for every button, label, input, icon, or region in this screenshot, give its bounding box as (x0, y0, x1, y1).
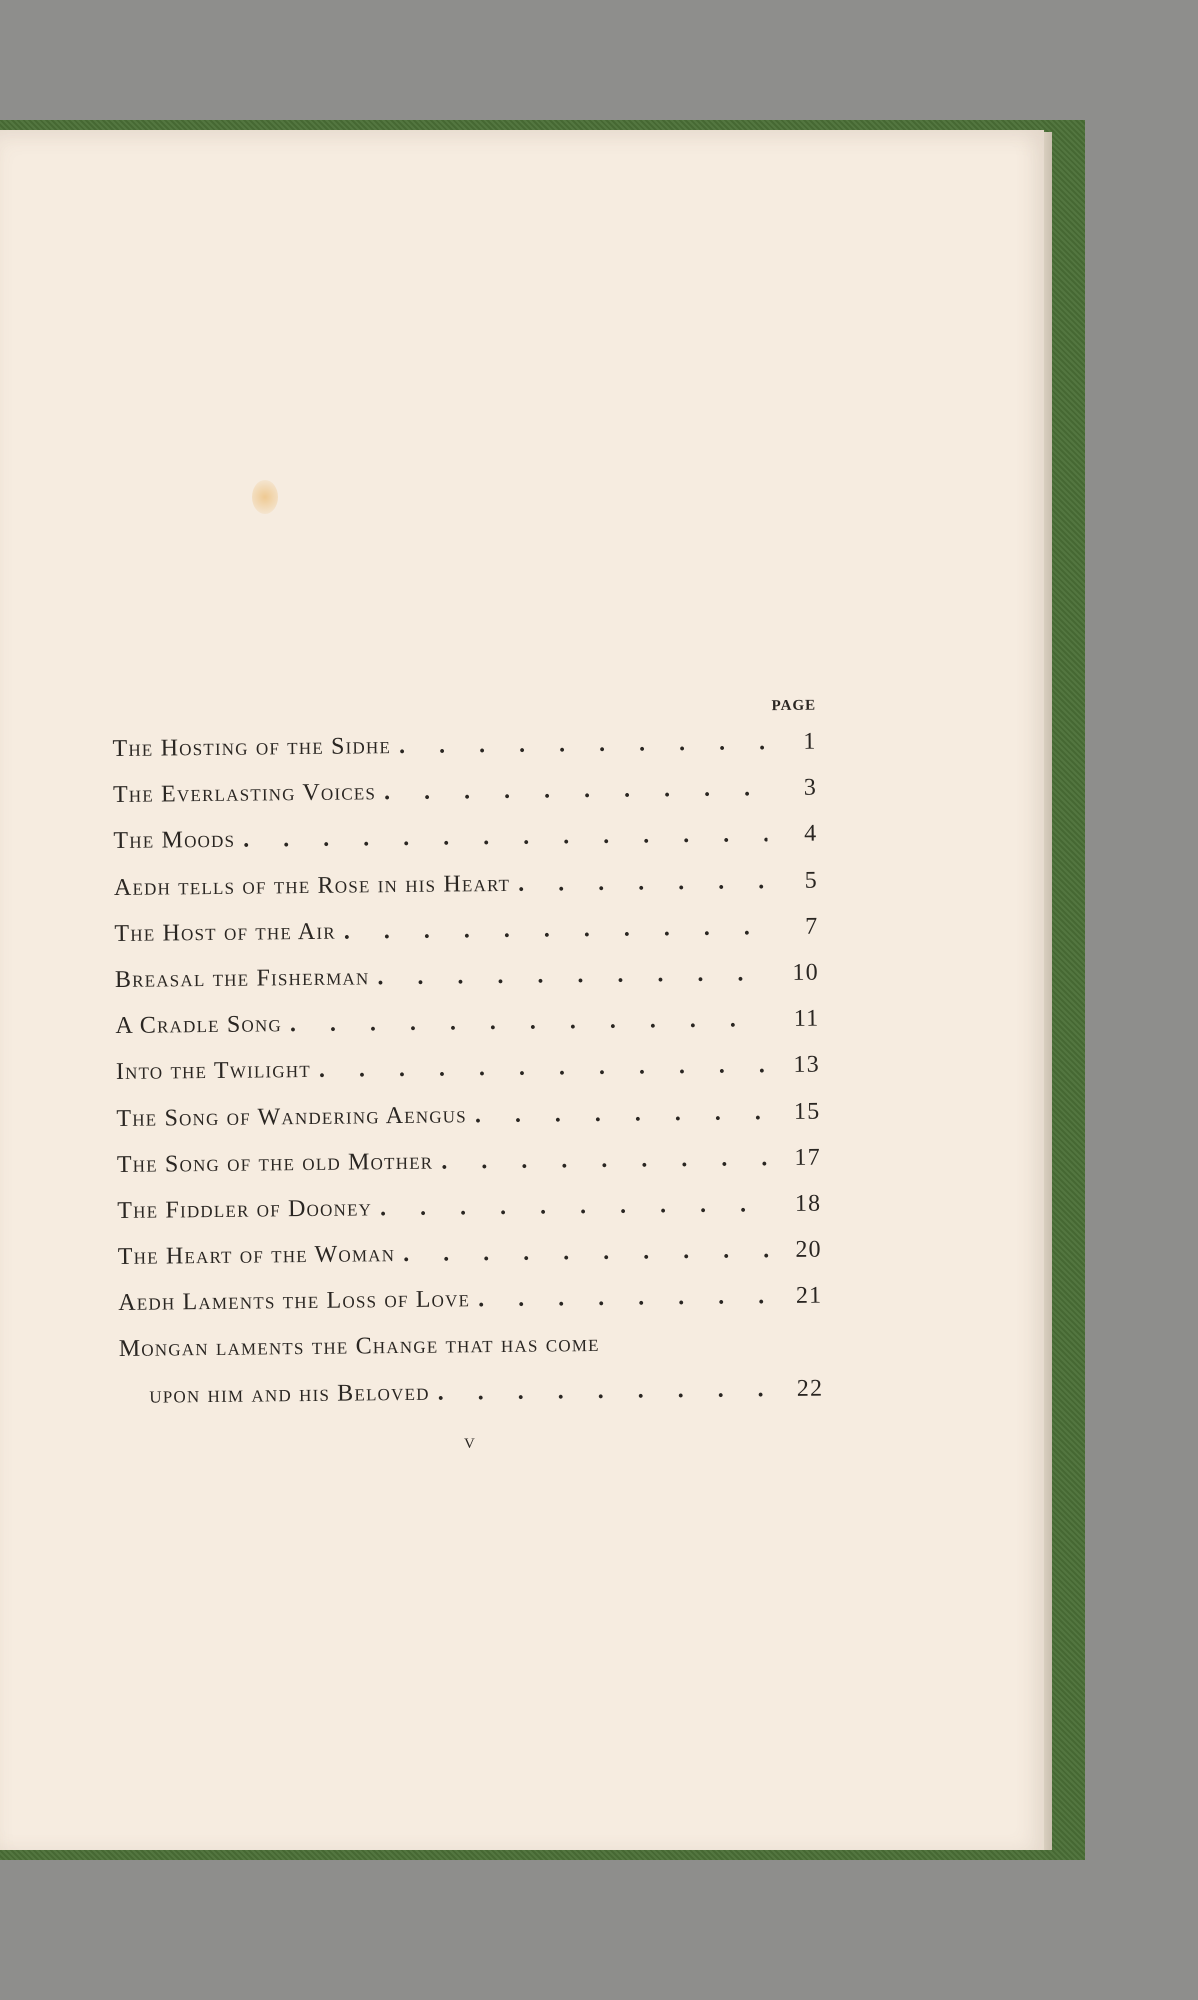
toc-entry-title: A Cradle Song (115, 1011, 283, 1040)
dot-leader (518, 858, 768, 907)
dot-leader (475, 1089, 771, 1138)
toc-entry-page: 20 (795, 1236, 822, 1263)
dot-leader (377, 950, 769, 1000)
toc-entry-title: The Song of Wandering Aengus (116, 1101, 467, 1132)
dot-leader (344, 904, 769, 955)
page-column-heading: PAGE (771, 697, 817, 715)
toc-entry-title: The Fiddler of Dooney (117, 1195, 373, 1224)
toc-entry (113, 765, 817, 819)
dot-leader (441, 1135, 771, 1185)
toc-entry-title: Aedh tells of the Rose in his Heart (113, 870, 511, 901)
toc-entry (114, 903, 818, 957)
toc-entry (113, 811, 817, 865)
toc-entry-title: Aedh Laments the Loss of Love (118, 1286, 471, 1317)
toc-entry-page: 1 (803, 728, 817, 755)
toc-entry-page: 21 (795, 1282, 823, 1310)
toc-entry (116, 1042, 820, 1096)
toc-entry-page: 3 (803, 774, 818, 801)
dot-leader (403, 1227, 772, 1277)
toc-entry-page: 13 (793, 1051, 820, 1079)
page-folio: v (464, 1428, 475, 1453)
toc-entry-page: 5 (804, 867, 819, 894)
toc-entry (112, 719, 816, 773)
table-of-contents (112, 693, 823, 1419)
toc-entry (116, 1088, 820, 1142)
dot-leader (243, 812, 768, 864)
toc-entry-title: Breasal the Fisherman (114, 964, 370, 993)
toc-entry-title: The Hosting of the Sidhe (112, 733, 392, 762)
toc-entry-page: 11 (793, 1005, 820, 1033)
toc-entry-title: Into the Twilight (115, 1057, 312, 1086)
toc-entry-multiline-first (119, 1319, 823, 1373)
dot-leader (437, 1366, 773, 1416)
toc-entry (118, 1273, 822, 1327)
dot-leader (384, 765, 767, 815)
toc-entry-page: 18 (794, 1190, 822, 1217)
toc-entry-page: 22 (796, 1375, 824, 1402)
toc-entry-title: The Heart of the Woman (117, 1241, 396, 1271)
dot-leader (290, 996, 770, 1047)
toc-entry-page: 7 (805, 913, 819, 940)
toc-entry-multiline-second (119, 1365, 823, 1419)
toc-entry-title-continued: upon him and his Beloved (149, 1379, 430, 1409)
toc-entry-title: The Host of the Air (114, 918, 336, 947)
dot-leader (319, 1042, 770, 1093)
toc-entry (117, 1180, 821, 1234)
toc-entry (117, 1134, 821, 1188)
toc-entry-title: The Moods (113, 827, 236, 855)
toc-entry-title: Mongan laments the Change that has come (118, 1331, 600, 1363)
toc-entry (115, 996, 819, 1050)
toc-entry (115, 950, 819, 1004)
toc-entry-page: 17 (794, 1144, 821, 1171)
dot-leader (478, 1273, 773, 1322)
toc-entry-title: The Everlasting Voices (112, 779, 377, 809)
toc-entry (114, 857, 818, 911)
dot-leader (380, 1181, 772, 1231)
foxing-stain (252, 480, 278, 514)
toc-entry-title: The Song of the old Mother (116, 1148, 434, 1178)
toc-entry-page: 15 (793, 1098, 821, 1125)
toc-entry-page: 10 (792, 959, 820, 986)
toc-entry (118, 1227, 822, 1281)
toc-entry-page: 4 (804, 820, 818, 848)
dot-leader (399, 719, 767, 769)
